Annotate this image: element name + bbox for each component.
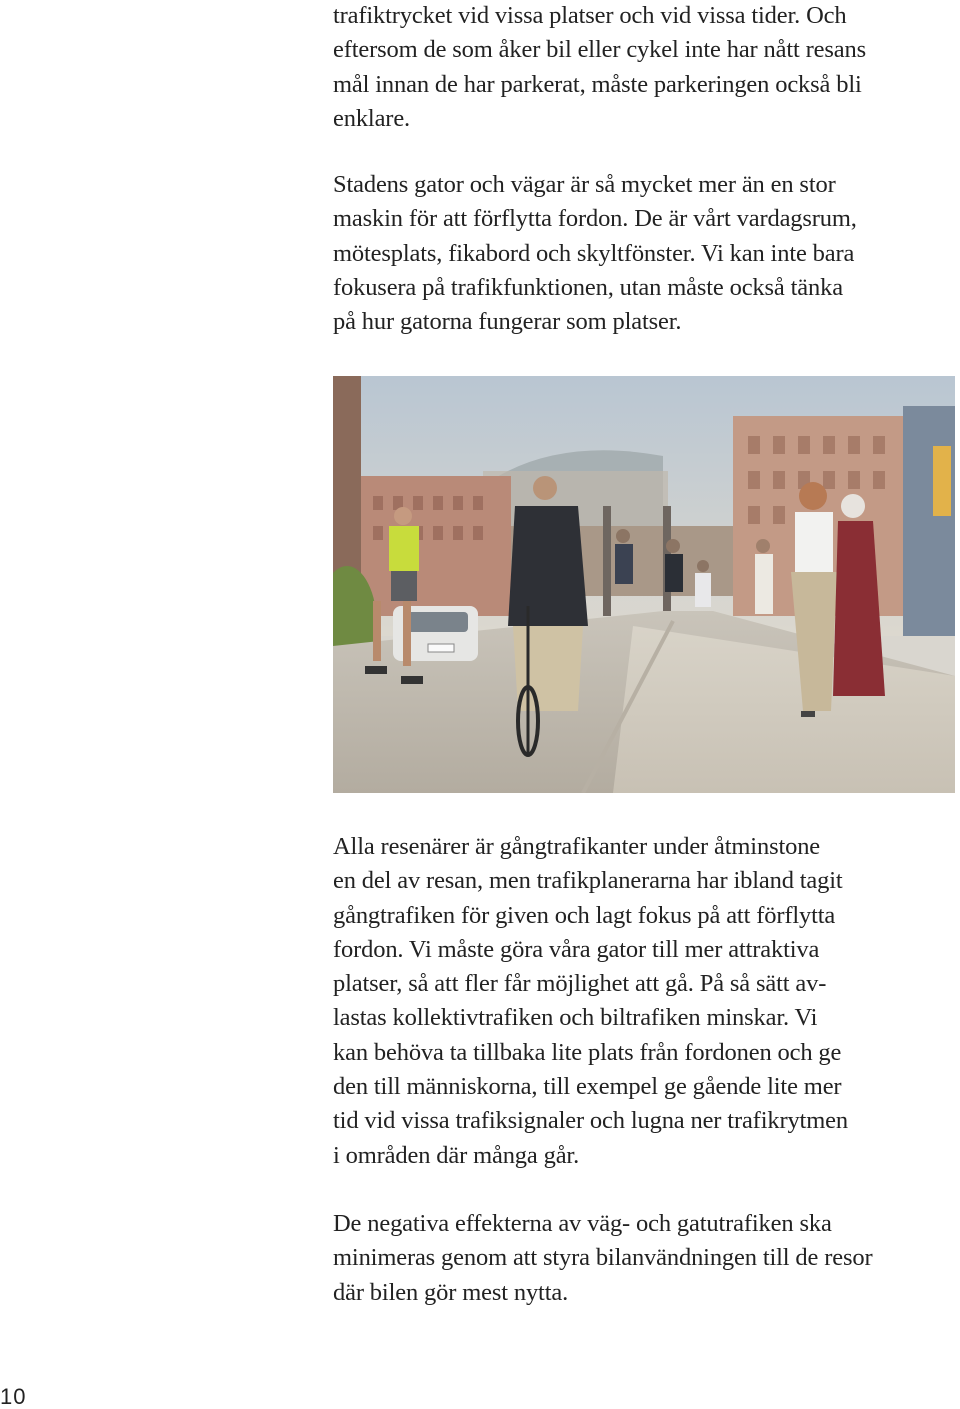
paragraph-streets — [333, 168, 955, 339]
text-line: kan behöva ta tillbaka lite plats från fordonen och ge — [333, 1038, 842, 1066]
page-number: 10 — [0, 1384, 27, 1409]
text-line: lastas kollektivtrafiken och biltrafiken minskar. Vi — [333, 1004, 818, 1032]
paragraph-pedestrians — [333, 830, 955, 1173]
paragraph-intro — [333, 0, 955, 136]
text-line: platser, så att fler får möjlighet att gå. På så sätt av- — [333, 970, 827, 998]
text-line: De negativa effekterna av väg- och gatutrafiken ska — [333, 1210, 832, 1237]
pedestrians-cyclists-photo — [333, 376, 955, 793]
text-line: på hur gatorna fungerar som platser. — [333, 308, 682, 336]
text-line: Alla resenärer är gångtrafikanter under åtminstone — [333, 833, 821, 860]
text-line: mötesplats, fikabord och skyltfönster. Vi kan inte bara — [333, 239, 855, 267]
text-line: fordon. Vi måste göra våra gator till mer attraktiva — [333, 935, 820, 963]
text-line: där bilen gör mest nytta. — [333, 1278, 569, 1306]
street-photo — [333, 376, 955, 793]
text-line: minimeras genom att styra bilanvändningen till de resor — [333, 1244, 873, 1272]
text-line: en del av resan, men trafikplanerarna har ibland tagit — [333, 867, 843, 895]
paragraph-car-use — [333, 1207, 955, 1310]
text-line: fokusera på trafikfunktionen, utan måste också tänka — [333, 273, 843, 301]
text-line: Stadens gator och vägar är så mycket mer än en stor — [333, 171, 836, 198]
text-line: trafiktrycket vid vissa platser och vid vissa tider. Och — [333, 2, 847, 29]
text-line: enklare. — [333, 104, 411, 132]
text-line: gångtrafiken för given och lagt fokus på att förflytta — [333, 901, 836, 929]
text-line: den till människorna, till exempel ge gående lite mer — [333, 1073, 842, 1101]
text-line: mål innan de har parkerat, måste parkeringen också bli — [333, 70, 862, 98]
text-line: i områden där många går. — [333, 1141, 580, 1169]
text-line: eftersom de som åker bil eller cykel inte har nått resans — [333, 36, 866, 64]
text-line: maskin för att förflytta fordon. De är vårt vardagsrum, — [333, 205, 857, 233]
text-line: tid vid vissa trafiksignaler och lugna ner trafikrytmen — [333, 1107, 848, 1135]
